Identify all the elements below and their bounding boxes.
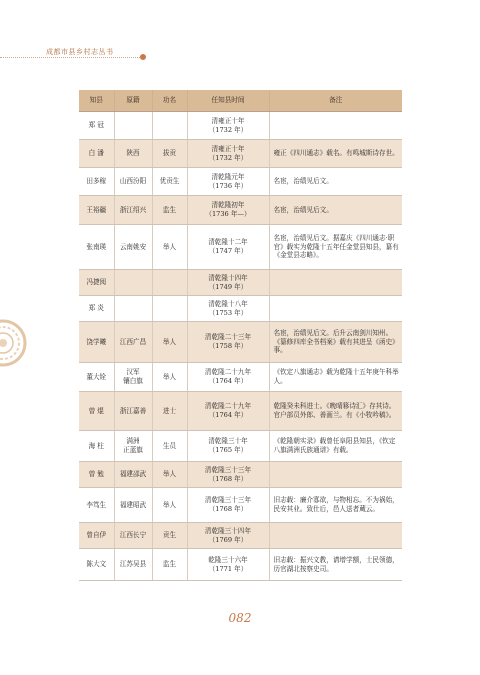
cell-time-line: 乾隆三十六年	[208, 555, 248, 564]
cell-origin-line: 江西广昌	[119, 337, 147, 346]
cell-degree: 优贡生	[152, 168, 187, 196]
header-dot-icon	[140, 54, 146, 60]
cell-time	[187, 296, 269, 322]
cell-origin	[114, 196, 152, 225]
cell-origin	[114, 462, 152, 488]
cell-name: 曾自伊	[79, 523, 114, 549]
cell-note	[269, 462, 402, 488]
cell-time-line: （1758 年）	[208, 342, 248, 350]
cell-note	[269, 523, 402, 549]
cell-origin	[114, 488, 152, 523]
cell-name: 郑 炎	[79, 296, 114, 322]
cell-time	[187, 140, 269, 168]
cell-name: 陈大文	[79, 549, 114, 581]
cell-name: 饶学曦	[79, 322, 114, 363]
cell-origin-line: 正蓝旗	[123, 446, 143, 454]
cell-origin	[114, 168, 152, 196]
cell-time	[187, 488, 269, 523]
cell-note: 名宦，治绩见后文。后升云南剑川知州。《纂修四库全书档案》载有其进呈《函史》事。	[269, 322, 402, 363]
cell-time-line: （1769 年）	[208, 535, 248, 544]
table-row	[79, 462, 402, 488]
table-row	[79, 392, 402, 431]
page-number: 082	[228, 611, 252, 625]
cell-degree: 拔贡	[152, 140, 187, 168]
cell-time	[187, 168, 269, 196]
cell-time-line: 清乾隆三十三年	[204, 496, 252, 505]
cell-note	[269, 296, 402, 322]
magistrate-table-container	[79, 90, 402, 581]
cell-degree	[152, 296, 187, 322]
cell-time	[187, 225, 269, 270]
cell-origin	[114, 431, 152, 462]
cell-time-line: 清乾隆三十年	[208, 437, 248, 446]
cell-time-line: 清乾隆三十四年	[204, 526, 252, 535]
cell-time-line: （1768 年）	[208, 505, 248, 513]
cell-origin-line: 镶白旗	[123, 377, 143, 385]
table-row	[79, 112, 402, 140]
cell-note	[269, 270, 402, 296]
table-row	[79, 363, 402, 392]
cell-origin	[114, 322, 152, 363]
column-header-note: 备注	[269, 90, 402, 112]
cell-time-line: （1765 年）	[208, 446, 248, 454]
table-row	[79, 322, 402, 363]
cell-name: 郑 冠	[79, 112, 114, 140]
cell-time-line: （1768 年）	[208, 474, 248, 483]
cell-name: 曾 勉	[79, 462, 114, 488]
cell-degree: 生员	[152, 431, 187, 462]
cell-degree: 监生	[152, 549, 187, 581]
cell-name: 李笃生	[79, 488, 114, 523]
cell-time	[187, 549, 269, 581]
cell-origin-line: 汉军	[126, 368, 140, 377]
cell-time-line: （1764 年）	[208, 377, 248, 385]
column-header-degree: 功名	[152, 90, 187, 112]
cell-origin	[114, 549, 152, 581]
cell-time-line: （1753 年）	[208, 308, 248, 317]
cell-origin	[114, 112, 152, 140]
cell-degree: 举人	[152, 488, 187, 523]
column-header-origin: 原籍	[114, 90, 152, 112]
cell-note: 名宦，治绩见后文。据嘉庆《四川通志·职官》载实为乾隆十五年任金堂县知县，纂有《金堂县志略》。	[269, 225, 402, 270]
table-row	[79, 168, 402, 196]
table-row	[79, 270, 402, 296]
column-header-name: 知县	[79, 90, 114, 112]
cell-origin-line: 江西长宁	[119, 531, 147, 540]
cell-name: 王裕疆	[79, 196, 114, 225]
cell-name: 张南瑛	[79, 225, 114, 270]
table-row	[79, 196, 402, 225]
table-row	[79, 296, 402, 322]
cell-time-line: 清乾隆初年	[211, 201, 245, 210]
cell-name: 田多稼	[79, 168, 114, 196]
cell-time	[187, 363, 269, 392]
cell-time	[187, 322, 269, 363]
cell-time	[187, 462, 269, 488]
cell-note: 《乾隆朝实录》载曾任阜阳县知县，《钦定八旗满洲氏族通谱》有载。	[269, 431, 402, 462]
cell-time-line: 清乾隆二十三年	[204, 333, 252, 342]
cell-origin-line: 福建昭武	[119, 500, 147, 509]
cell-origin	[114, 225, 152, 270]
cell-note: 乾隆癸未科进士。《晚晴簃诗汇》存其诗。官户部员外郎、善画兰。有《小牧吟稿》。	[269, 392, 402, 431]
cell-degree: 举人	[152, 462, 187, 488]
cell-time	[187, 270, 269, 296]
table-row	[79, 431, 402, 462]
cell-time-line: （1736 年）	[208, 181, 248, 190]
cell-time-line: （1747 年）	[208, 247, 248, 255]
cell-name: 冯捷阅	[79, 270, 114, 296]
table-header-row	[79, 90, 402, 112]
cell-origin-line: 福建邵武	[119, 470, 147, 479]
cell-time	[187, 431, 269, 462]
cell-name: 曾 焜	[79, 392, 114, 431]
table-row	[79, 225, 402, 270]
cell-degree: 进士	[152, 392, 187, 431]
cell-time-line: 清雍正十年	[211, 116, 245, 125]
table-row	[79, 523, 402, 549]
cell-time	[187, 196, 269, 225]
cell-note: 《钦定八旗通志》载为乾隆十五年庚午科举人。	[269, 363, 402, 392]
column-header-time: 任知县时间	[187, 90, 269, 112]
cell-origin-line: 浙江嘉善	[119, 406, 147, 415]
table-body	[79, 112, 402, 581]
cell-time-line: 清乾隆十八年	[208, 299, 248, 308]
cell-time-line: 清乾隆二十九年	[204, 402, 252, 411]
cell-time-line: （1736 年—）	[205, 210, 251, 218]
cell-note: 名宦，治绩见后文。	[269, 196, 402, 225]
cell-origin	[114, 363, 152, 392]
cell-note: 旧志载：廉介寡欲，与物相忘。不为祸始，民安其业。致仕后，邑人送者蔵云。	[269, 488, 402, 523]
cell-degree: 监生	[152, 196, 187, 225]
cell-time-line: 清乾隆十四年	[208, 273, 248, 282]
cell-origin-line: 浙江绍兴	[119, 205, 147, 214]
header-dotted-rule	[0, 57, 140, 58]
cell-time-line: 清雍正十年	[211, 144, 245, 153]
cell-time-line: （1732 年）	[208, 153, 248, 162]
cell-degree: 举人	[152, 363, 187, 392]
cell-origin	[114, 270, 152, 296]
cell-degree: 贡生	[152, 523, 187, 549]
magistrate-table	[79, 90, 402, 581]
cell-time-line: 清乾隆三十三年	[204, 465, 252, 474]
cell-time-line: （1732 年）	[208, 125, 248, 134]
cell-origin	[114, 392, 152, 431]
table-row	[79, 488, 402, 523]
cell-note: 雍正《四川通志》载名。有鸣城斯诗存世。	[269, 140, 402, 168]
cell-degree: 举人	[152, 322, 187, 363]
cell-time-line: 清乾隆元年	[211, 172, 245, 181]
cell-time	[187, 112, 269, 140]
cell-note: 旧志载：振兴文教，请增学额，士民领德，历官湖北按察史司。	[269, 549, 402, 581]
cell-origin	[114, 140, 152, 168]
cell-name: 白 潘	[79, 140, 114, 168]
cell-time-line: 清乾隆二十九年	[204, 368, 252, 377]
cell-time-line: （1749 年）	[208, 282, 248, 291]
cell-origin	[114, 523, 152, 549]
cell-time-line: （1771 年）	[208, 564, 248, 573]
cell-name: 董大铨	[79, 363, 114, 392]
cell-note: 名宦，治绩见后文。	[269, 168, 402, 196]
cell-name: 海 柱	[79, 431, 114, 462]
cell-degree	[152, 270, 187, 296]
cell-time	[187, 392, 269, 431]
cell-origin-line: 满洲	[126, 437, 140, 446]
cell-origin	[114, 296, 152, 322]
cell-degree	[152, 112, 187, 140]
cell-origin-line: 江苏吴县	[119, 560, 147, 569]
cell-time	[187, 523, 269, 549]
cell-origin-line: 云南姚安	[119, 242, 147, 251]
decorative-ring-emblem-icon	[0, 318, 28, 368]
table-row	[79, 549, 402, 581]
cell-degree: 举人	[152, 225, 187, 270]
cell-time-line: 清乾隆十二年	[208, 238, 248, 247]
cell-note	[269, 112, 402, 140]
table-row	[79, 140, 402, 168]
series-title: 成都市县乡村志丛书	[46, 48, 114, 56]
cell-origin-line: 陕西	[126, 149, 140, 158]
cell-origin-line: 山西汾阳	[119, 177, 147, 186]
cell-time-line: （1764 年）	[208, 411, 248, 419]
